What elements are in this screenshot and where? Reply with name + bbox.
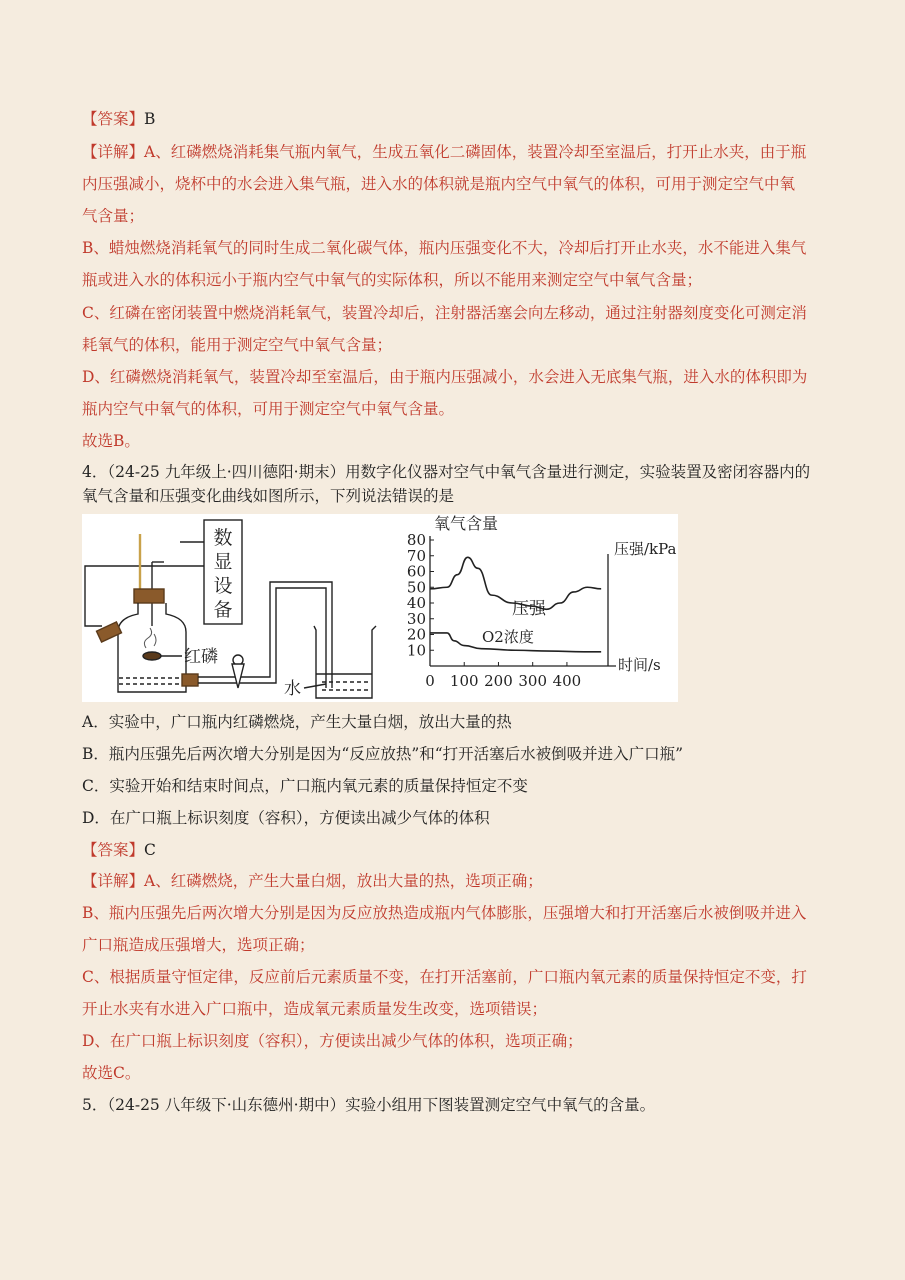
option-c: C．实验开始和结束时间点，广口瓶内氧元素的质量保持恒定不变 bbox=[82, 777, 528, 795]
detail-line-4: B、蜡烛燃烧消耗氧气的同时生成二氧化碳气体，瓶内压强变化不大，冷却后打开止水夹，水不能进入集气 bbox=[82, 239, 807, 257]
detail2-line-1: 【详解】A、红磷燃烧，产生大量白烟，放出大量的热，选项正确； bbox=[82, 872, 543, 890]
y-tick-label-2: 60 bbox=[406, 562, 426, 581]
white-smoke bbox=[144, 628, 156, 648]
question4-stem-2: 氧气含量和压强变化曲线如图所示，下列说法错误的是 bbox=[82, 487, 455, 505]
detail-line-5: 瓶或进入水的体积远小于瓶内空气中氧气的实际体积，所以不能用来测定空气中氧气含量； bbox=[82, 271, 703, 289]
conclusion-1: 故选B。 bbox=[82, 432, 140, 450]
detail-line-7: 耗氧气的体积，能用于测定空气中氧气含量； bbox=[82, 336, 393, 354]
connecting-tube bbox=[198, 582, 332, 688]
x-tick-label-3: 300 bbox=[518, 672, 548, 690]
conclusion-2: 故选C。 bbox=[82, 1064, 141, 1082]
answer-line-2: 【答案】C bbox=[82, 841, 156, 859]
answer-line-1: 【答案】B bbox=[82, 110, 156, 128]
question5-stem: 5．（24-25 八年级下·山东德州·期中）实验小组用下图装置测定空气中氧气的含量。 bbox=[82, 1096, 656, 1114]
y-tick-label-1: 70 bbox=[406, 546, 426, 565]
device-char-1: 数 bbox=[213, 527, 233, 549]
y-tick-label-6: 20 bbox=[406, 625, 426, 644]
detail-line-6: C、红磷在密闭装置中燃烧消耗氧气，装置冷却后，注射器活塞会向左移动，通过注射器刻度变化可测定消 bbox=[82, 304, 807, 322]
detail2-line-5: 开止水夹有水进入广口瓶中，造成氧元素质量发生改变，选项错误； bbox=[82, 1000, 548, 1018]
figure-svg bbox=[82, 514, 678, 702]
detail-line-1: 【详解】A、红磷燃烧消耗集气瓶内氧气，生成五氧化二磷固体，装置冷却至室温后，打开止水夹，由于瓶 bbox=[82, 143, 807, 161]
x-tick-label-4: 400 bbox=[552, 672, 582, 690]
chart-title: 氧气含量 bbox=[434, 514, 499, 533]
detail2-line-2: B、瓶内压强先后两次增大分别是因为反应放热造成瓶内气体膨胀，压强增大和打开活塞后水被倒吸并进入 bbox=[82, 904, 807, 922]
chart-y2label: 压强/kPa bbox=[614, 540, 677, 558]
y-tick-label-5: 30 bbox=[406, 609, 426, 628]
experiment-figure bbox=[82, 514, 678, 702]
series-label-pressure: 压强 bbox=[512, 599, 546, 619]
option-a: A．实验中，广口瓶内红磷燃烧，产生大量白烟，放出大量的热 bbox=[82, 713, 512, 731]
device-char-3: 设 bbox=[213, 575, 233, 597]
stopcock-valve bbox=[232, 664, 244, 688]
water-label: 水 bbox=[284, 679, 301, 699]
device-char-4: 备 bbox=[213, 599, 233, 621]
series-label-o2: O2浓度 bbox=[482, 628, 534, 646]
water-label-line bbox=[304, 684, 326, 688]
device-label bbox=[213, 527, 232, 621]
detail2-line-6: D、在广口瓶上标识刻度（容积），方便读出减少气体的体积，选项正确； bbox=[82, 1032, 583, 1050]
detail2-line-4: C、根据质量守恒定律，反应前后元素质量不变，在打开活塞前，广口瓶内氧元素的质量保持恒定不变，打 bbox=[82, 968, 807, 986]
option-b: B．瓶内压强先后两次增大分别是因为“反应放热”和“打开活塞后水被倒吸并进入广口瓶” bbox=[82, 745, 684, 763]
option-d: D．在广口瓶上标识刻度（容积），方便读出减少气体的体积 bbox=[82, 809, 490, 827]
oxygen-pressure-chart bbox=[407, 514, 677, 690]
y-tick-label-4: 40 bbox=[406, 594, 426, 612]
y-tick-label-0: 80 bbox=[406, 531, 426, 549]
combustion-spoon bbox=[143, 652, 161, 660]
chart-xlabel: 时间/s bbox=[618, 656, 661, 674]
device-char-2: 显 bbox=[213, 551, 233, 573]
bottom-stopper bbox=[182, 674, 198, 686]
detail-line-2: 内压强减小，烧杯中的水会进入集气瓶，进入水的体积就是瓶内空气中氧气的体积，可用于测定空气中氧 bbox=[82, 175, 796, 193]
y-tick-label-7: 10 bbox=[406, 641, 426, 660]
detail2-line-3: 广口瓶造成压强增大，选项正确； bbox=[82, 936, 315, 954]
beaker bbox=[314, 626, 376, 698]
bottle-stopper bbox=[134, 589, 164, 603]
question4-stem-1: 4．（24-25 九年级上·四川德阳·期末）用数字化仪器对空气中氧气含量进行测定，实验装置及密闭容器内的 bbox=[82, 463, 811, 481]
phosphorus-label: 红磷 bbox=[184, 647, 218, 667]
detail-line-9: 瓶内空气中氧气的体积，可用于测定空气中氧气含量。 bbox=[82, 400, 455, 418]
detail-line-3: 气含量； bbox=[82, 207, 145, 225]
x-tick-label-1: 100 bbox=[449, 672, 479, 690]
x-tick-label-2: 200 bbox=[484, 672, 513, 690]
y-tick-label-3: 50 bbox=[406, 578, 426, 597]
detail-line-8: D、红磷燃烧消耗氧气，装置冷却至室温后，由于瓶内压强减小，水会进入无底集气瓶，进入水的体积即为 bbox=[82, 368, 808, 386]
x-tick-label-0: 0 bbox=[425, 672, 435, 690]
